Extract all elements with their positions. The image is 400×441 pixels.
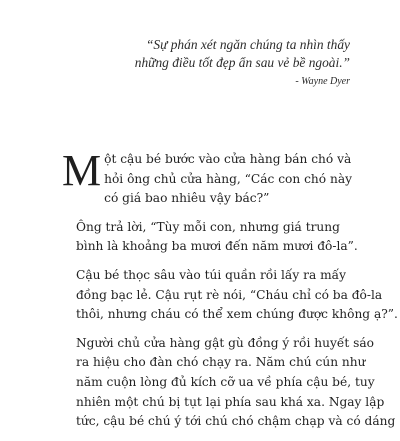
text-line: ột cậu bé bước vào cửa hàng bán chó và: [104, 152, 352, 166]
text-line: thôi, nhưng cháu có thể xem chúng được không ạ?”.: [76, 307, 398, 322]
text-line: hỏi ông chủ cửa hàng, “Các con chó này: [104, 171, 352, 186]
paragraph-4: [62, 334, 396, 432]
text-line: Cậu bé thọc sâu vào túi quần rồi lấy ra mấy: [76, 267, 347, 282]
text-line: nhiên một chú bị tụt lại phía sau khá xa. Ngay lập: [76, 394, 385, 409]
text-line: đồng bạc lẻ. Cậu rụt rè nói, “Cháu chỉ có ba đô-la: [76, 287, 383, 302]
drop-cap: M: [62, 146, 102, 195]
paragraph-1: [62, 146, 360, 209]
text-line: có giá bao nhiêu vậy bác?”: [104, 191, 270, 206]
epigraph-author: - Wayne Dyer: [295, 76, 350, 87]
text-line: Ông trả lời, “Tùy mỗi con, nhưng giá trung: [76, 219, 340, 234]
epigraph-quote: [110, 36, 350, 89]
text-line: ra hiệu cho đàn chó chạy ra. Năm chú cún như: [76, 355, 366, 370]
text-line: bình là khoảng ba mươi đến năm mươi đô-la”.: [76, 239, 358, 254]
epigraph-line: những điều tốt đẹp ẩn sau vẻ bề ngoài.”: [134, 55, 350, 70]
epigraph-line: “Sự phán xét ngăn chúng ta nhìn thấy: [145, 37, 350, 52]
story-body: [62, 146, 398, 441]
paragraph-3: [62, 266, 398, 325]
text-line: Người chủ cửa hàng gật gù đồng ý rồi huyết sáo: [76, 335, 374, 350]
text-line: năm cuộn lòng đủ kích cỡ ua về phía cậu bé, tuy: [76, 374, 375, 389]
text-line: tức, cậu bé chú ý tới chú chó chậm chạp và có dáng: [76, 414, 396, 429]
paragraph-2: [62, 218, 360, 257]
